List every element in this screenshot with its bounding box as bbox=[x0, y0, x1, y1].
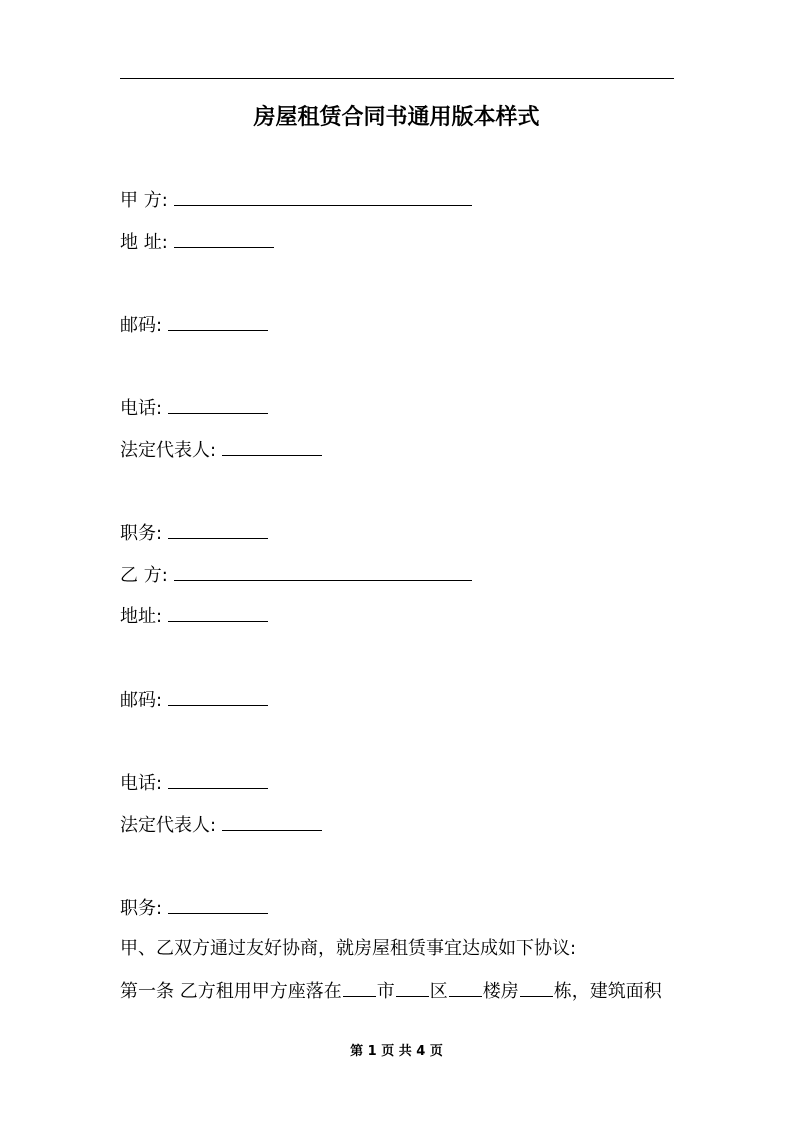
party-a-position-label: 职务: bbox=[120, 523, 163, 544]
article-1-lead: 第一条 乙方租用甲方座落在 bbox=[120, 981, 342, 1002]
agreement-intro: 甲、乙双方通过友好协商，就房屋租赁事宜达成如下协议: bbox=[120, 938, 577, 959]
article-1-district: 区 bbox=[429, 981, 448, 1002]
building-number-blank bbox=[520, 978, 553, 997]
article-1-building: 楼房 bbox=[482, 981, 519, 1002]
party-b-legal-rep-blank bbox=[222, 812, 322, 831]
header-rule bbox=[120, 78, 674, 79]
party-b-address-blank bbox=[168, 603, 268, 622]
party-b-name-label: 乙 方: bbox=[120, 565, 168, 586]
party-b-name-line bbox=[120, 562, 472, 590]
party-b-position-blank bbox=[168, 895, 268, 914]
party-a-address-label: 地 址: bbox=[120, 232, 168, 253]
party-a-address-line bbox=[120, 229, 274, 257]
party-b-legal-rep-line bbox=[120, 812, 322, 840]
party-b-address-line bbox=[120, 603, 268, 631]
party-b-postcode-label: 邮码: bbox=[120, 690, 163, 711]
party-a-phone-blank bbox=[168, 395, 268, 414]
party-b-address-label: 地址: bbox=[120, 606, 163, 627]
page-indicator: 第 1 页 共 4 页 bbox=[350, 1044, 443, 1059]
party-a-postcode-line bbox=[120, 312, 268, 340]
party-b-name-blank bbox=[174, 562, 472, 581]
party-b-position-line bbox=[120, 895, 268, 923]
article-1-city: 市 bbox=[376, 981, 395, 1002]
party-a-legal-rep-line bbox=[120, 437, 322, 465]
party-b-legal-rep-label: 法定代表人: bbox=[120, 815, 217, 836]
party-b-phone-label: 电话: bbox=[120, 773, 163, 794]
article-1-tail: 栋，建筑面积 bbox=[553, 981, 662, 1002]
party-a-name-blank bbox=[174, 187, 472, 206]
article-1-line bbox=[120, 978, 662, 1006]
party-a-legal-rep-label: 法定代表人: bbox=[120, 440, 217, 461]
document-title: 房屋租赁合同书通用版本样式 bbox=[253, 105, 540, 130]
party-a-postcode-blank bbox=[168, 312, 268, 331]
party-b-postcode-line bbox=[120, 687, 268, 715]
city-blank bbox=[343, 978, 376, 997]
party-b-phone-blank bbox=[168, 770, 268, 789]
party-a-position-line bbox=[120, 520, 268, 548]
party-a-legal-rep-blank bbox=[222, 437, 322, 456]
party-b-phone-line bbox=[120, 770, 268, 798]
party-a-name-label: 甲 方: bbox=[120, 190, 168, 211]
party-a-postcode-label: 邮码: bbox=[120, 315, 163, 336]
party-a-address-blank bbox=[174, 229, 274, 248]
district-blank bbox=[396, 978, 429, 997]
party-b-position-label: 职务: bbox=[120, 898, 163, 919]
party-a-position-blank bbox=[168, 520, 268, 539]
party-a-name-line bbox=[120, 187, 472, 215]
party-a-phone-label: 电话: bbox=[120, 398, 163, 419]
street-blank bbox=[449, 978, 482, 997]
party-a-phone-line bbox=[120, 395, 268, 423]
party-b-postcode-blank bbox=[168, 687, 268, 706]
